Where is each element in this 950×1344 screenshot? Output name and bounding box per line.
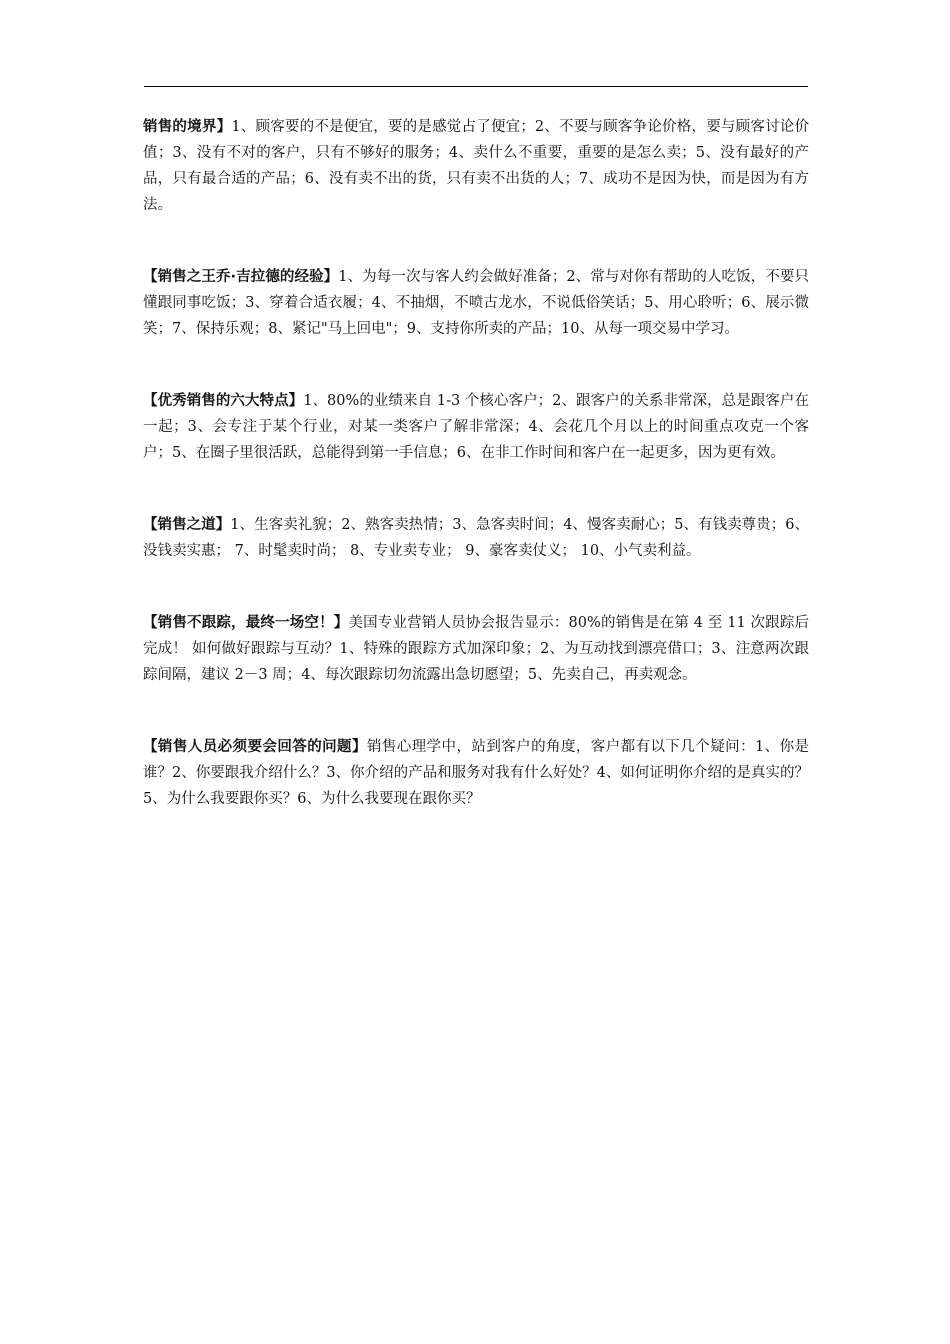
- document-body: [143, 114, 809, 812]
- section-text: 1、顾客要的不是便宜，要的是感觉占了便宜；2、不要与顾客争论价格，要与顾客讨论价值；3、没有不对的客户，只有不够好的服务；4、卖什么不重要，重要的是怎么卖；5、没有最好的产品，只有最合适的产品；6、没有卖不出的货，只有卖不出货的人；7、成功不是因为快，而是因为有方法。: [143, 119, 810, 213]
- section-text: 美国专业营销人员协会报告显示：80%的销售是在第 4 至 11 次跟踪后完成！ 如何做好跟踪与互动？1、特殊的跟踪方式加深印象；2、为互动找到漂亮借口；3、注意两次跟踪间隔，建议 2－3 周；4、每次跟踪切勿流露出急切愿望；5、先卖自己，再卖观念。: [143, 615, 809, 683]
- section-paragraph: [143, 114, 809, 218]
- section-text: 1、生客卖礼貌；2、熟客卖热情；3、急客卖时间；4、慢客卖耐心；5、有钱卖尊贵；6、没钱卖实惠； 7、时髦卖时尚； 8、专业卖专业； 9、豪客卖仗义； 10、小气卖利益。: [143, 517, 809, 559]
- section-text: 1、80%的业绩来自 1-3 个核心客户；2、跟客户的关系非常深，总是跟客户在一起；3、会专注于某个行业，对某一类客户了解非常深；4、会花几个月以上的时间重点攻克一个客户；5、在圈子里很活跃，总能得到第一手信息；6、在非工作时间和客户在一起更多，因为更有效。: [143, 393, 809, 461]
- section-paragraph: [143, 734, 809, 812]
- section-heading: 【销售不跟踪，最终一场空！】: [143, 615, 349, 631]
- section-heading: 【销售之道】: [143, 517, 231, 533]
- section-paragraph: [143, 610, 809, 688]
- section-heading: 【优秀销售的六大特点】: [143, 393, 304, 409]
- section-heading: 【销售之王乔·吉拉德的经验】: [143, 269, 339, 285]
- section-paragraph: [143, 512, 809, 564]
- section-heading: 销售的境界】: [143, 119, 232, 135]
- section-heading: 【销售人员必须要会回答的问题】: [143, 739, 367, 755]
- section-text: 销售心理学中，站到客户的角度，客户都有以下几个疑问：1、你是谁？2、你要跟我介绍什么？3、你介绍的产品和服务对我有什么好处？4、如何证明你介绍的是真实的？5、为什么我要跟你买？6、为什么我要现在跟你买？: [143, 739, 809, 807]
- section-paragraph: [143, 264, 809, 342]
- section-paragraph: [143, 388, 809, 466]
- header-rule: [144, 86, 808, 87]
- section-text: 1、为每一次与客人约会做好准备；2、常与对你有帮助的人吃饭，不要只懂跟同事吃饭；3、穿着合适衣履；4、不抽烟，不喷古龙水，不说低俗笑话；5、用心聆听；6、展示微笑；7、保持乐观；8、紧记"马上回电"；9、支持你所卖的产品；10、从每一项交易中学习。: [143, 269, 809, 337]
